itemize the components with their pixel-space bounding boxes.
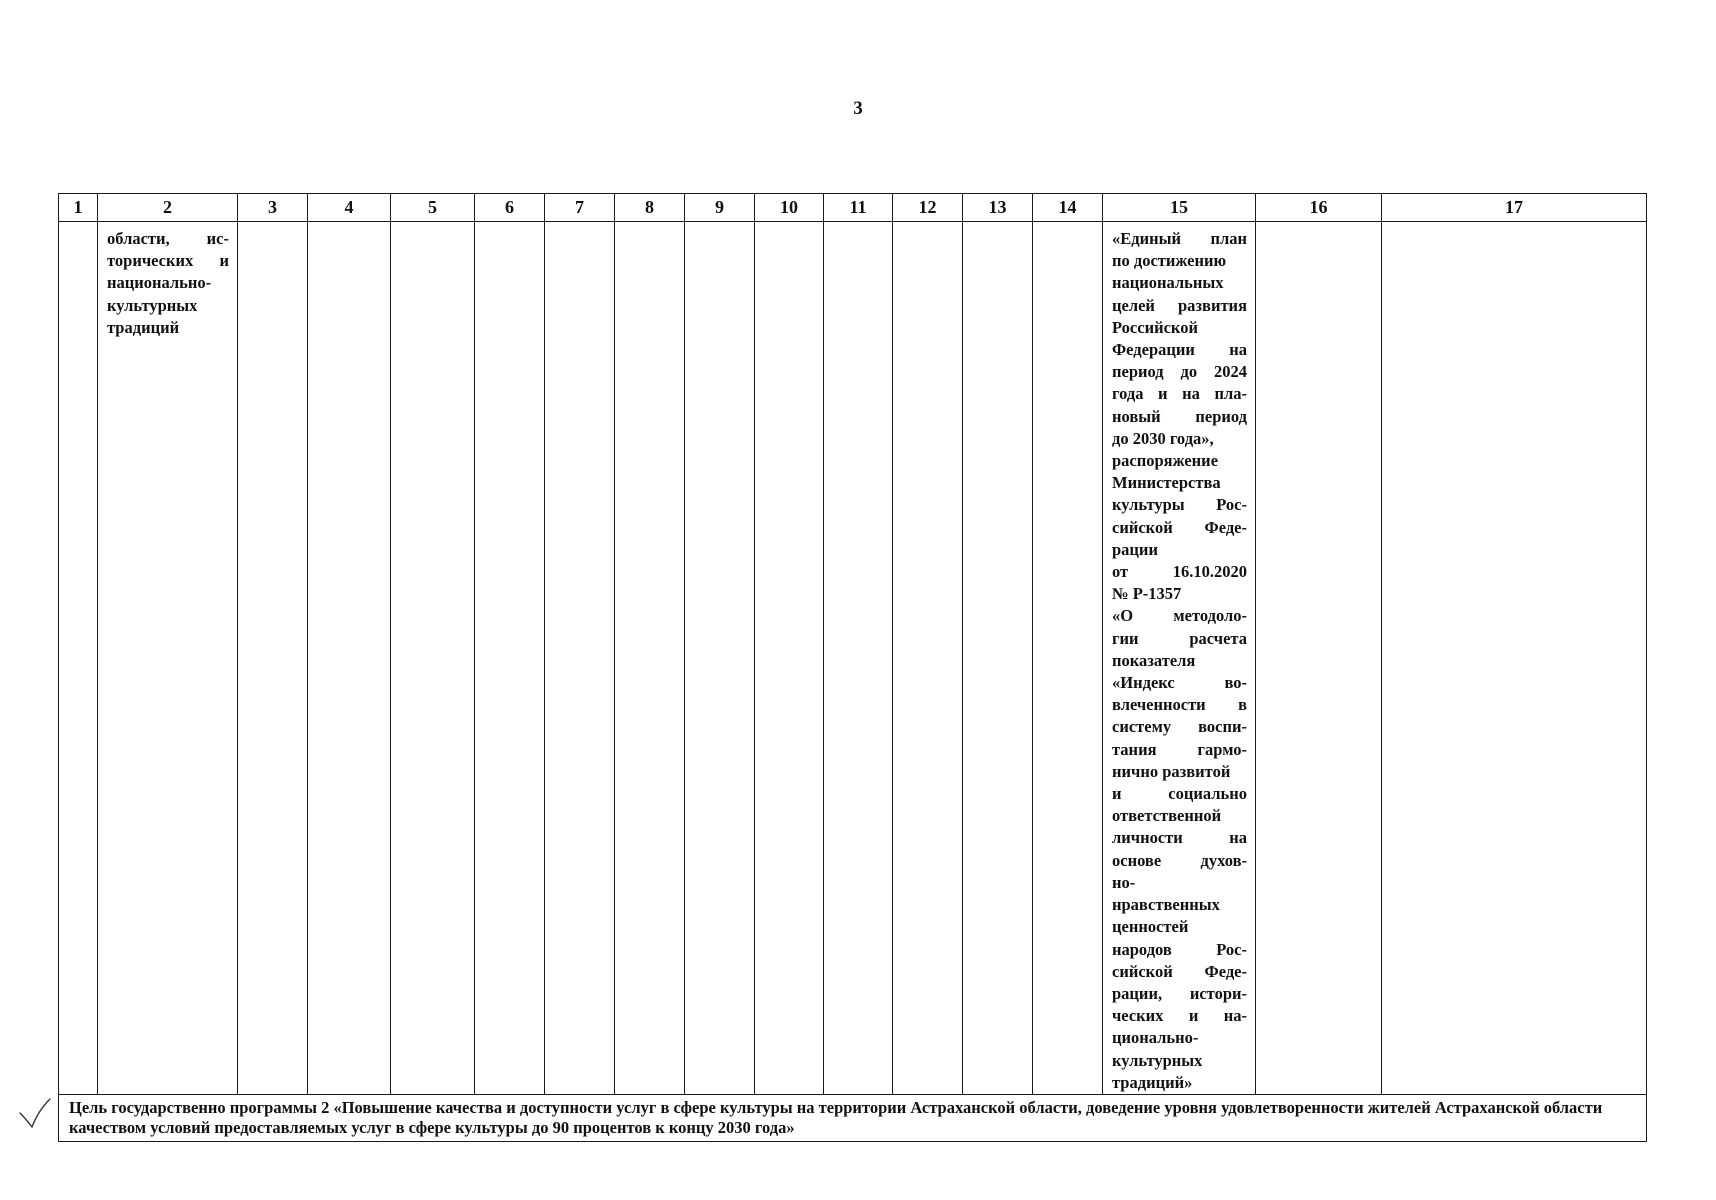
col-header-7: 7 [545,194,615,222]
cell-col-10 [755,222,824,1095]
col-header-11: 11 [824,194,893,222]
text-line: сийской Феде- [1112,961,1247,981]
table-row [59,222,1647,1095]
text-line: ценностей [1112,917,1189,937]
text-line: основе духов- [1112,850,1247,870]
text-line: гии расчета [1112,628,1247,648]
cell-col-1 [59,222,98,1095]
text-line: распоряжение [1112,451,1219,471]
cell-col-16 [1256,222,1382,1095]
text-line: «О методоло- [1112,606,1247,626]
cell-col-14 [1033,222,1103,1095]
text-line: торических и [107,251,229,271]
text-line: «Единый план [1112,229,1247,248]
text-line: по достижению [1112,251,1227,271]
text-line: целей развития [1112,295,1247,315]
text-line: ционально- [1112,1028,1199,1048]
text-line: новый период [1112,406,1247,426]
col-header-12: 12 [893,194,963,222]
program-goal-text: Цель государственно программы 2 «Повышение качества и доступности услуг в сфере культуры на территории Астраханской области, доведение уровня удовлетворенности жителей Астраханской области качеством условий предоставляемых услуг в сфере культуры до 90 процентов к концу 2030 года» [59,1094,1647,1141]
text-line: «Индекс во- [1112,673,1247,693]
col-header-10: 10 [755,194,824,222]
text-line: области, ис- [107,229,229,248]
cell-col-13 [963,222,1033,1095]
header-row [59,194,1647,222]
text-line: национальных [1112,273,1224,293]
text-line: и социально [1112,784,1247,804]
text-line: личности на [1112,828,1247,848]
cell-col-3 [238,222,308,1095]
text-line: народов Рос- [1112,939,1247,959]
col-header-5: 5 [391,194,475,222]
text-line: до 2030 года», [1112,428,1214,448]
col-header-8: 8 [615,194,685,222]
cell-col-5 [391,222,475,1095]
cell-col-8 [615,222,685,1095]
text-line: традиций [107,317,180,337]
cell-col-15 [1103,222,1256,1095]
cell-col-17 [1382,222,1647,1095]
text-line: рации, истори- [1112,983,1247,1003]
text-line: от 16.10.2020 [1112,562,1247,582]
col-header-9: 9 [685,194,755,222]
col-header-14: 14 [1033,194,1103,222]
text-line: № Р-1357 [1112,584,1182,604]
text-line: тания гармо- [1112,739,1247,759]
text-line: рации [1112,539,1158,559]
text-line: но- [1112,872,1136,892]
text-line: ответственной [1112,806,1222,826]
col-header-17: 17 [1382,194,1647,222]
col-header-16: 16 [1256,194,1382,222]
col-header-6: 6 [475,194,545,222]
text-line: Министерства [1112,473,1221,493]
text-line: года и на пла- [1112,384,1247,404]
text-line: период до 2024 [1112,362,1247,382]
text-line: сийской Феде- [1112,517,1247,537]
cell-col-9 [685,222,755,1095]
cell-col-4 [308,222,391,1095]
check-mark-icon [18,1097,52,1131]
page-number: 3 [853,98,863,119]
program-goal-row [59,1094,1647,1141]
col-header-1: 1 [59,194,98,222]
indicator-table [58,193,1647,1142]
text-line: национально- [107,273,212,293]
col-header-3: 3 [238,194,308,222]
cell-col-11 [824,222,893,1095]
col-header-13: 13 [963,194,1033,222]
text-line: ческих и на- [1112,1006,1247,1026]
text-line: показателя [1112,650,1196,670]
text-line: традиций» [1112,1072,1193,1092]
text-line: систему воспи- [1112,717,1247,737]
text-line: Федерации на [1112,340,1247,360]
text-line: культуры Рос- [1112,495,1247,515]
text-line: влеченности в [1112,695,1247,715]
cell-col-12 [893,222,963,1095]
cell-col-7 [545,222,615,1095]
source-document-text [1103,222,1255,1094]
cell-col-2 [98,222,238,1095]
col-header-2: 2 [98,194,238,222]
cell-col-6 [475,222,545,1095]
text-line: Российской [1112,317,1198,337]
text-line: культурных [1112,1050,1203,1070]
text-line: нично развитой [1112,761,1231,781]
col-header-4: 4 [308,194,391,222]
indicator-name-text [98,222,237,339]
text-line: культурных [107,295,198,315]
text-line: нравственных [1112,895,1220,915]
col-header-15: 15 [1103,194,1256,222]
